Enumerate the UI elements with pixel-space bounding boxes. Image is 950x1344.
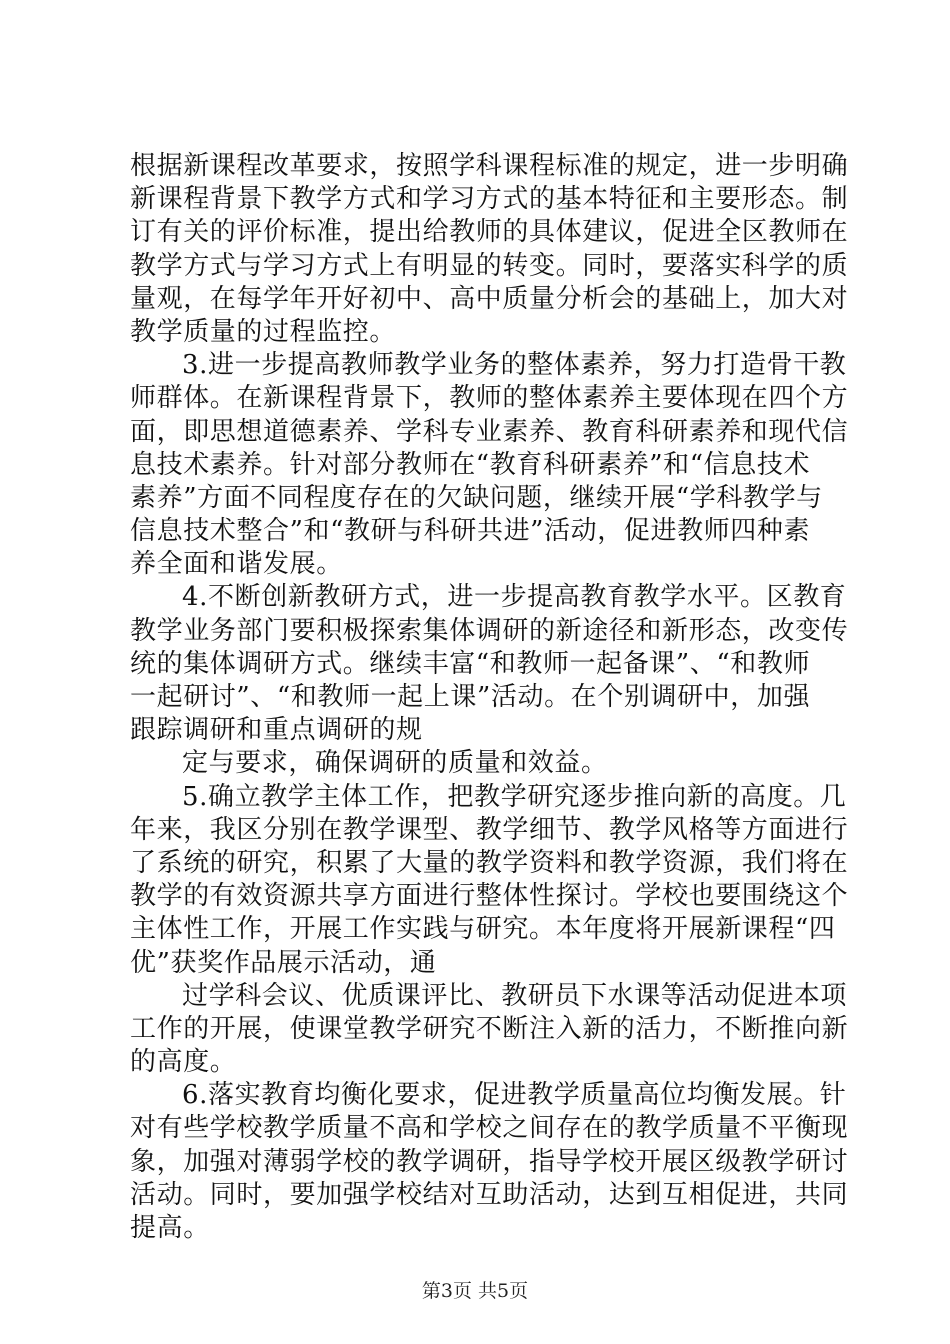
text-line: 教学质量的过程监控。 xyxy=(130,316,397,347)
page-footer xyxy=(0,1276,950,1303)
text-line: 跟踪调研和重点调研的规 xyxy=(130,715,423,746)
text-line: 3.进一步提高教师教学业务的整体素养，努力打造骨干教 xyxy=(182,350,847,381)
text-line: 主体性工作，开展工作实践与研究。本年度将开展新课程“四 xyxy=(130,914,836,945)
text-line: 教学的有效资源共享方面进行整体性探讨。学校也要围绕这个 xyxy=(130,881,849,912)
document-body xyxy=(130,150,849,1245)
text-line: 5.确立教学主体工作，把教学研究逐步推向新的高度。几 xyxy=(182,781,847,812)
text-line: 工作的开展，使课堂教学研究不断注入新的活力，不断推向新 xyxy=(130,1013,849,1044)
text-line: 统的集体调研方式。继续丰富“和教师一起备课”、“和教师 xyxy=(130,648,811,679)
text-line: 对有些学校教学质量不高和学校之间存在的教学质量不平衡现 xyxy=(130,1113,849,1144)
text-line: 年来，我区分别在教学课型、教学细节、教学风格等方面进行 xyxy=(130,814,849,845)
text-line: 过学科会议、优质课评比、教研员下水课等活动促进本项 xyxy=(182,980,848,1011)
text-line: 活动。同时，要加强学校结对互助活动，达到互相促进，共同 xyxy=(130,1179,849,1210)
text-line: 一起研讨”、“和教师一起上课”活动。在个别调研中，加强 xyxy=(130,682,811,712)
text-line: 提高。 xyxy=(130,1213,210,1243)
page-number-label: 第3页 共5页 xyxy=(421,1280,529,1302)
text-line: 了系统的研究，积累了大量的教学资料和教学资源，我们将在 xyxy=(130,847,849,878)
text-line: 面，即思想道德素养、学科专业素养、教育科研素养和现代信 xyxy=(130,416,849,447)
text-line: 优”获奖作品展示活动，通 xyxy=(130,947,437,978)
text-line: 素养”方面不同程度存在的欠缺问题，继续开展“学科教学与 xyxy=(130,482,823,513)
text-line: 象，加强对薄弱学校的教学调研，指导学校开展区级教学研讨 xyxy=(130,1146,849,1177)
text-line: 订有关的评价标准，提出给教师的具体建议，促进全区教师在 xyxy=(130,217,849,248)
text-line: 量观，在每学年开好初中、高中质量分析会的基础上，加大对 xyxy=(130,283,849,314)
text-line: 息技术素养。针对部分教师在“教育科研素养”和“信息技术 xyxy=(130,449,811,480)
text-line: 教学方式与学习方式上有明显的转变。同时，要落实科学的质 xyxy=(130,250,849,281)
text-line: 的高度。 xyxy=(130,1047,237,1078)
text-line: 定与要求，确保调研的质量和效益。 xyxy=(182,748,608,779)
text-line: 养全面和谐发展。 xyxy=(130,549,343,580)
text-line: 教学业务部门要积极探索集体调研的新途径和新形态，改变传 xyxy=(130,615,849,646)
text-line: 信息技术整合”和“教研与科研共进”活动，促进教师四种素 xyxy=(130,516,811,547)
text-line: 师群体。在新课程背景下，教师的整体素养主要体现在四个方 xyxy=(130,383,849,414)
text-line: 新课程背景下教学方式和学习方式的基本特征和主要形态。制 xyxy=(130,184,849,215)
text-line: 6.落实教育均衡化要求，促进教学质量高位均衡发展。针 xyxy=(182,1080,847,1111)
text-line: 4.不断创新教研方式，进一步提高教育教学水平。区教育 xyxy=(182,582,847,613)
text-line: 根据新课程改革要求，按照学科课程标准的规定，进一步明确 xyxy=(130,151,849,181)
